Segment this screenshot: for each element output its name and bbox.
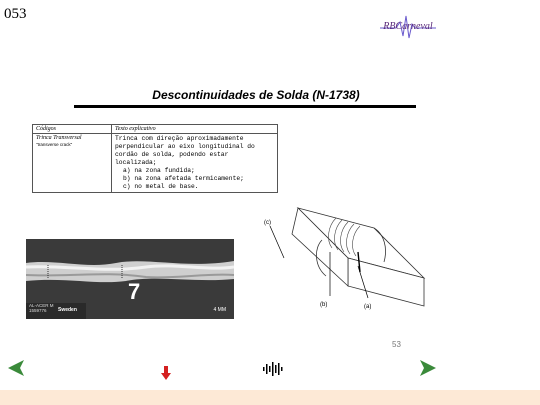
table-row (33, 134, 278, 193)
list-item: b) na zona afetada termicamente; (123, 175, 244, 182)
label-c: (c) (264, 220, 271, 226)
list-item: c) no metal de base. (123, 183, 199, 190)
label-a: (a) (364, 304, 372, 310)
codes-table (32, 124, 278, 193)
text-line: localizada; (115, 159, 157, 166)
triangle-left-icon[interactable] (6, 358, 26, 378)
slide-number: 053 (4, 6, 27, 22)
list-item: a) na zona fundida; (123, 167, 195, 174)
page-number: 53 (392, 340, 401, 349)
page-title: Descontinuidades de Solda (N-1738) (152, 88, 360, 102)
text-line: Trinca com direção aproximadamente (115, 135, 244, 142)
header-codes: Códigos (33, 125, 112, 134)
text-line: cordão de solda, podendo estar (115, 151, 229, 158)
triangle-right-icon[interactable] (418, 358, 438, 378)
photo-label-line: AL-ACER M (29, 303, 54, 308)
explanation-cell (112, 134, 278, 193)
code-name: Trinca Transversal (36, 135, 82, 141)
code-cell (33, 134, 112, 193)
logo (378, 10, 438, 44)
weld-diagram (256, 196, 426, 348)
text-line: perpendicular ao eixo longitudinal do (115, 143, 255, 150)
logo-text: RBCarneval (383, 21, 433, 32)
photo-marker: 7 (128, 279, 141, 304)
title-underline (74, 105, 416, 108)
photo-brand: Sweden (58, 307, 77, 313)
audio-waveform-icon[interactable] (262, 362, 284, 376)
photo-scale: 4 MM (213, 307, 226, 313)
header-text: Texto explicativo (112, 125, 278, 134)
arrow-down-icon[interactable] (161, 366, 171, 380)
table-header-row (33, 125, 278, 134)
photo-sample-label (29, 303, 54, 313)
label-b: (b) (320, 302, 328, 308)
photo-label-line: 1559776 (29, 308, 47, 313)
weld-crack-photo (26, 239, 234, 319)
code-english: "transverse crack" (36, 142, 73, 147)
